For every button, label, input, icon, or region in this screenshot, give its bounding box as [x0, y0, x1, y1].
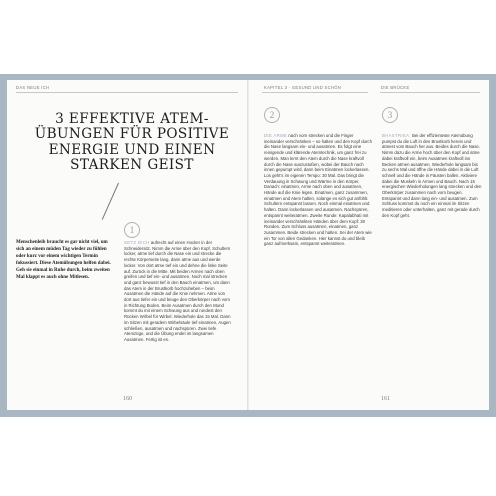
title-line: ÜBUNGEN FÜR POSITIVE — [34, 126, 230, 143]
exercise-1-lead: SETZ DICH — [124, 240, 150, 245]
exercise-1-text — [124, 240, 231, 343]
step-number-1: 1 — [124, 222, 140, 238]
page-number-left: 160 — [123, 396, 132, 402]
step-number-2: 2 — [264, 107, 280, 123]
article-title — [34, 112, 230, 174]
title-line: ENERGIE UND EINEN — [48, 141, 216, 158]
step-number-3: 3 — [382, 107, 398, 123]
running-header-left: DAS NEUE ICH — [16, 85, 50, 90]
exercise-2-text — [264, 133, 372, 247]
exercise-3-lead: BHASTRIKA: — [382, 133, 411, 138]
exercise-2-body: nach vorn strecken und die Finger ineinander verschränken – so halten und den Kopf durch die Nase langsam ein- und ausatmen. Es folgt eine reinigende und klärende Atemtechnik, um ganz frei zu werden. Man lernt den Atem durch die Nase kraftvoll durch die Nase auszustoßen, wobei der Bauch nach innen gepumpt wird, dann beim Einatmen lockerlassen. Los geht's im eigenen Tempo: 30 Mal. Das bringt die Verdauung in Schwung und Wärme in den Körper. Danach: einatmen, Arme nach oben und ausatmen, Hände auf die Knie legen. Einatmen, ganz zusammen, einatmen und Atem halten, solange es sich gut anfühlt. Schultern entspannt lassen. Noch einmal einatmen und halten. Dann lockerlassen und ausatmen. Nachspüren, entspannt weiteratmen. Zweite Runde: Kapalabhati mit ineinander verschränkten Händen über dem Kopf: 30 Runden. Zum Schluss ausatmen, einatmen, ganz zusammen. Beide strecken und halten. Sei der Atem wie ein Tor von allen Gedanken. Hier kannst du und bleib ganz aufmerksam, entspannt weiteratmen. — [264, 133, 372, 247]
exercise-3-body: Bei der effizienteste Atemübung pumpst du die Luft in den Brustkorb herein und atmest vom Bauch her aus. Beides durch die Nase. Nimm dazu die Arme hoch über den Kopf und atme dabei kraftvoll ein, beim Ausatmen kraftvoll ins Becken atmen ausatmen. Wiederhole langsam bis zu sechs Mal und öffne die Hände dabei in die Luft schnell und die Hände in Fäusten ballen. Aktiviere dabei die Muskeln in Armen und Bauch. Nach 15 energischen Wiederholungen lang strecken und den Oberkörper zusammen nach vorn beugen. Entspannt und dann lang ein- und ausatmen. Zum Schluss kommst du noch ein einmal im Sitzen meditieren oder unterhalten, ganz mit gerade durch den Kopf geht. — [382, 133, 482, 218]
book-spine — [247, 80, 249, 410]
page-number-right: 161 — [381, 396, 390, 402]
header-rule-right-2 — [380, 92, 480, 93]
title-line: STARKEN GEIST — [70, 157, 194, 174]
exercise-1-body: aufrecht auf einen Hocker in der Schneidersitz. Nimm die Arme über den Kopf. Schultern locker, atme tief durch die Nase ein und strecke die rechte Körperseite lang, dann atme aus und werde locker. Von dort atme tief ein und dehne die linke Seite auf. Zurück in die Mitte. Mit beiden Armen nach oben greifen und tief ein- und ausatmen. Noch mal strecken und ganz bewusst tief in den Bauch einatmen, um dann das Atem in der Brustkorb hochzuheben – beim Ausatmen die Hände auf die Knie nehmen. Atme von dort aus tiefer ein und beuge den Oberkörper nach vorn in Richtung Boden. Beim Ausatmen durch den Mund kommt du mit einem Schwung aus und rundest den Rücken Wirbel für Wirbel. Wiederhole das 15 Mal. Dann im Sitzen mit geradem Wirbelsäule tief einatmen, Augen schließen, ausatmen und nachspüren. Zwei tiefe Atemzüge, und die Übung endet im langsamen Ausatmen. Fertig ist es. — [124, 240, 231, 342]
running-header-section: DIE BRÜCKE — [381, 85, 410, 90]
header-rule-left — [16, 92, 238, 93]
exercise-2-lead: DIE ARME — [264, 133, 288, 138]
running-header-chapter: KAPITEL 3 · GESUND UND SCHÖN — [264, 85, 342, 90]
header-rule-right-1 — [262, 92, 368, 93]
exercise-3-text — [382, 133, 482, 219]
intro-paragraph: Menschenleib braucht es gar nicht viel, um sich an einem müden Tag wieder zu fühlen oder kurz vor einem wichtigen Termin fokussiert. Diese Atemübungen helfen dabei. Geh sie einmal in Ruhe durch, beim zweiten Mal klappt es auch ohne Mitlesen. — [16, 240, 111, 280]
title-line: 3 EFFEKTIVE ATEM- — [55, 111, 209, 127]
